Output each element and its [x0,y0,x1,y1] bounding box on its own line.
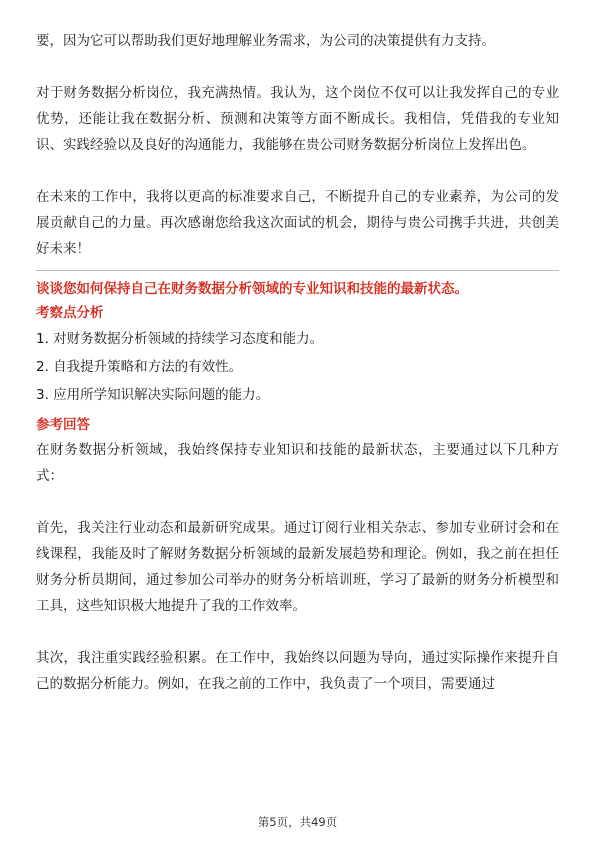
analysis-title: 考察点分析 [36,305,104,321]
answer-title: 参考回答 [36,417,90,433]
intro-paragraph-1: 要，因为它可以帮助我们更好地理解业务需求，为公司的决策提供有力支持。 [36,33,495,49]
answer-paragraph-1: 在财务数据分析领域，我始终保持专业知识和技能的最新状态，主要通过以下几种方式： [36,442,559,484]
section-divider [36,270,559,271]
page-number: 第5页，共49页 [257,815,338,829]
analysis-item: 2. 自我提升策略和方法的有效性。 [36,359,243,375]
question-heading: 谈谈您如何保持自己在财务数据分析领域的专业知识和技能的最新状态。 [36,281,468,297]
intro-paragraph-2: 对于财务数据分析岗位，我充满热情。我认为，这个岗位不仅可以让我发挥自己的专业优势，还能让我在数据分析、预测和决策等方面不断成长。我相信，凭借我的专业知识、实践经验以及良好的沟通能力，我能够在贵公司财务数据分析岗位上发挥出色。 [36,85,559,153]
intro-paragraph-3: 在未来的工作中，我将以更高的标准要求自己，不断提升自己的专业素养，为公司的发展贡献自己的力量。再次感谢您给我这次面试的机会，期待与贵公司携手共进，共创美好未来！ [36,189,559,257]
answer-paragraph-3: 其次，我注重实践经验积累。在工作中，我始终以问题为导向，通过实际操作来提升自己的数据分析能力。例如，在我之前的工作中，我负责了一个项目，需要通过 [36,650,559,692]
analysis-item: 1. 对财务数据分析领域的持续学习态度和能力。 [36,331,324,347]
document-page [36,28,559,697]
answer-paragraph-2: 首先，我关注行业动态和最新研究成果。通过订阅行业相关杂志、参加专业研讨会和在线课程，我能及时了解财务数据分析领域的最新发展趋势和理论。例如，我之前在担任财务分析员期间，通过参加公司举办的财务分析培训班，学习了最新的财务分析模型和工具，这些知识极大地提升了我的工作效率。 [36,520,559,614]
analysis-item: 3. 应用所学知识解决实际问题的能力。 [36,387,270,403]
